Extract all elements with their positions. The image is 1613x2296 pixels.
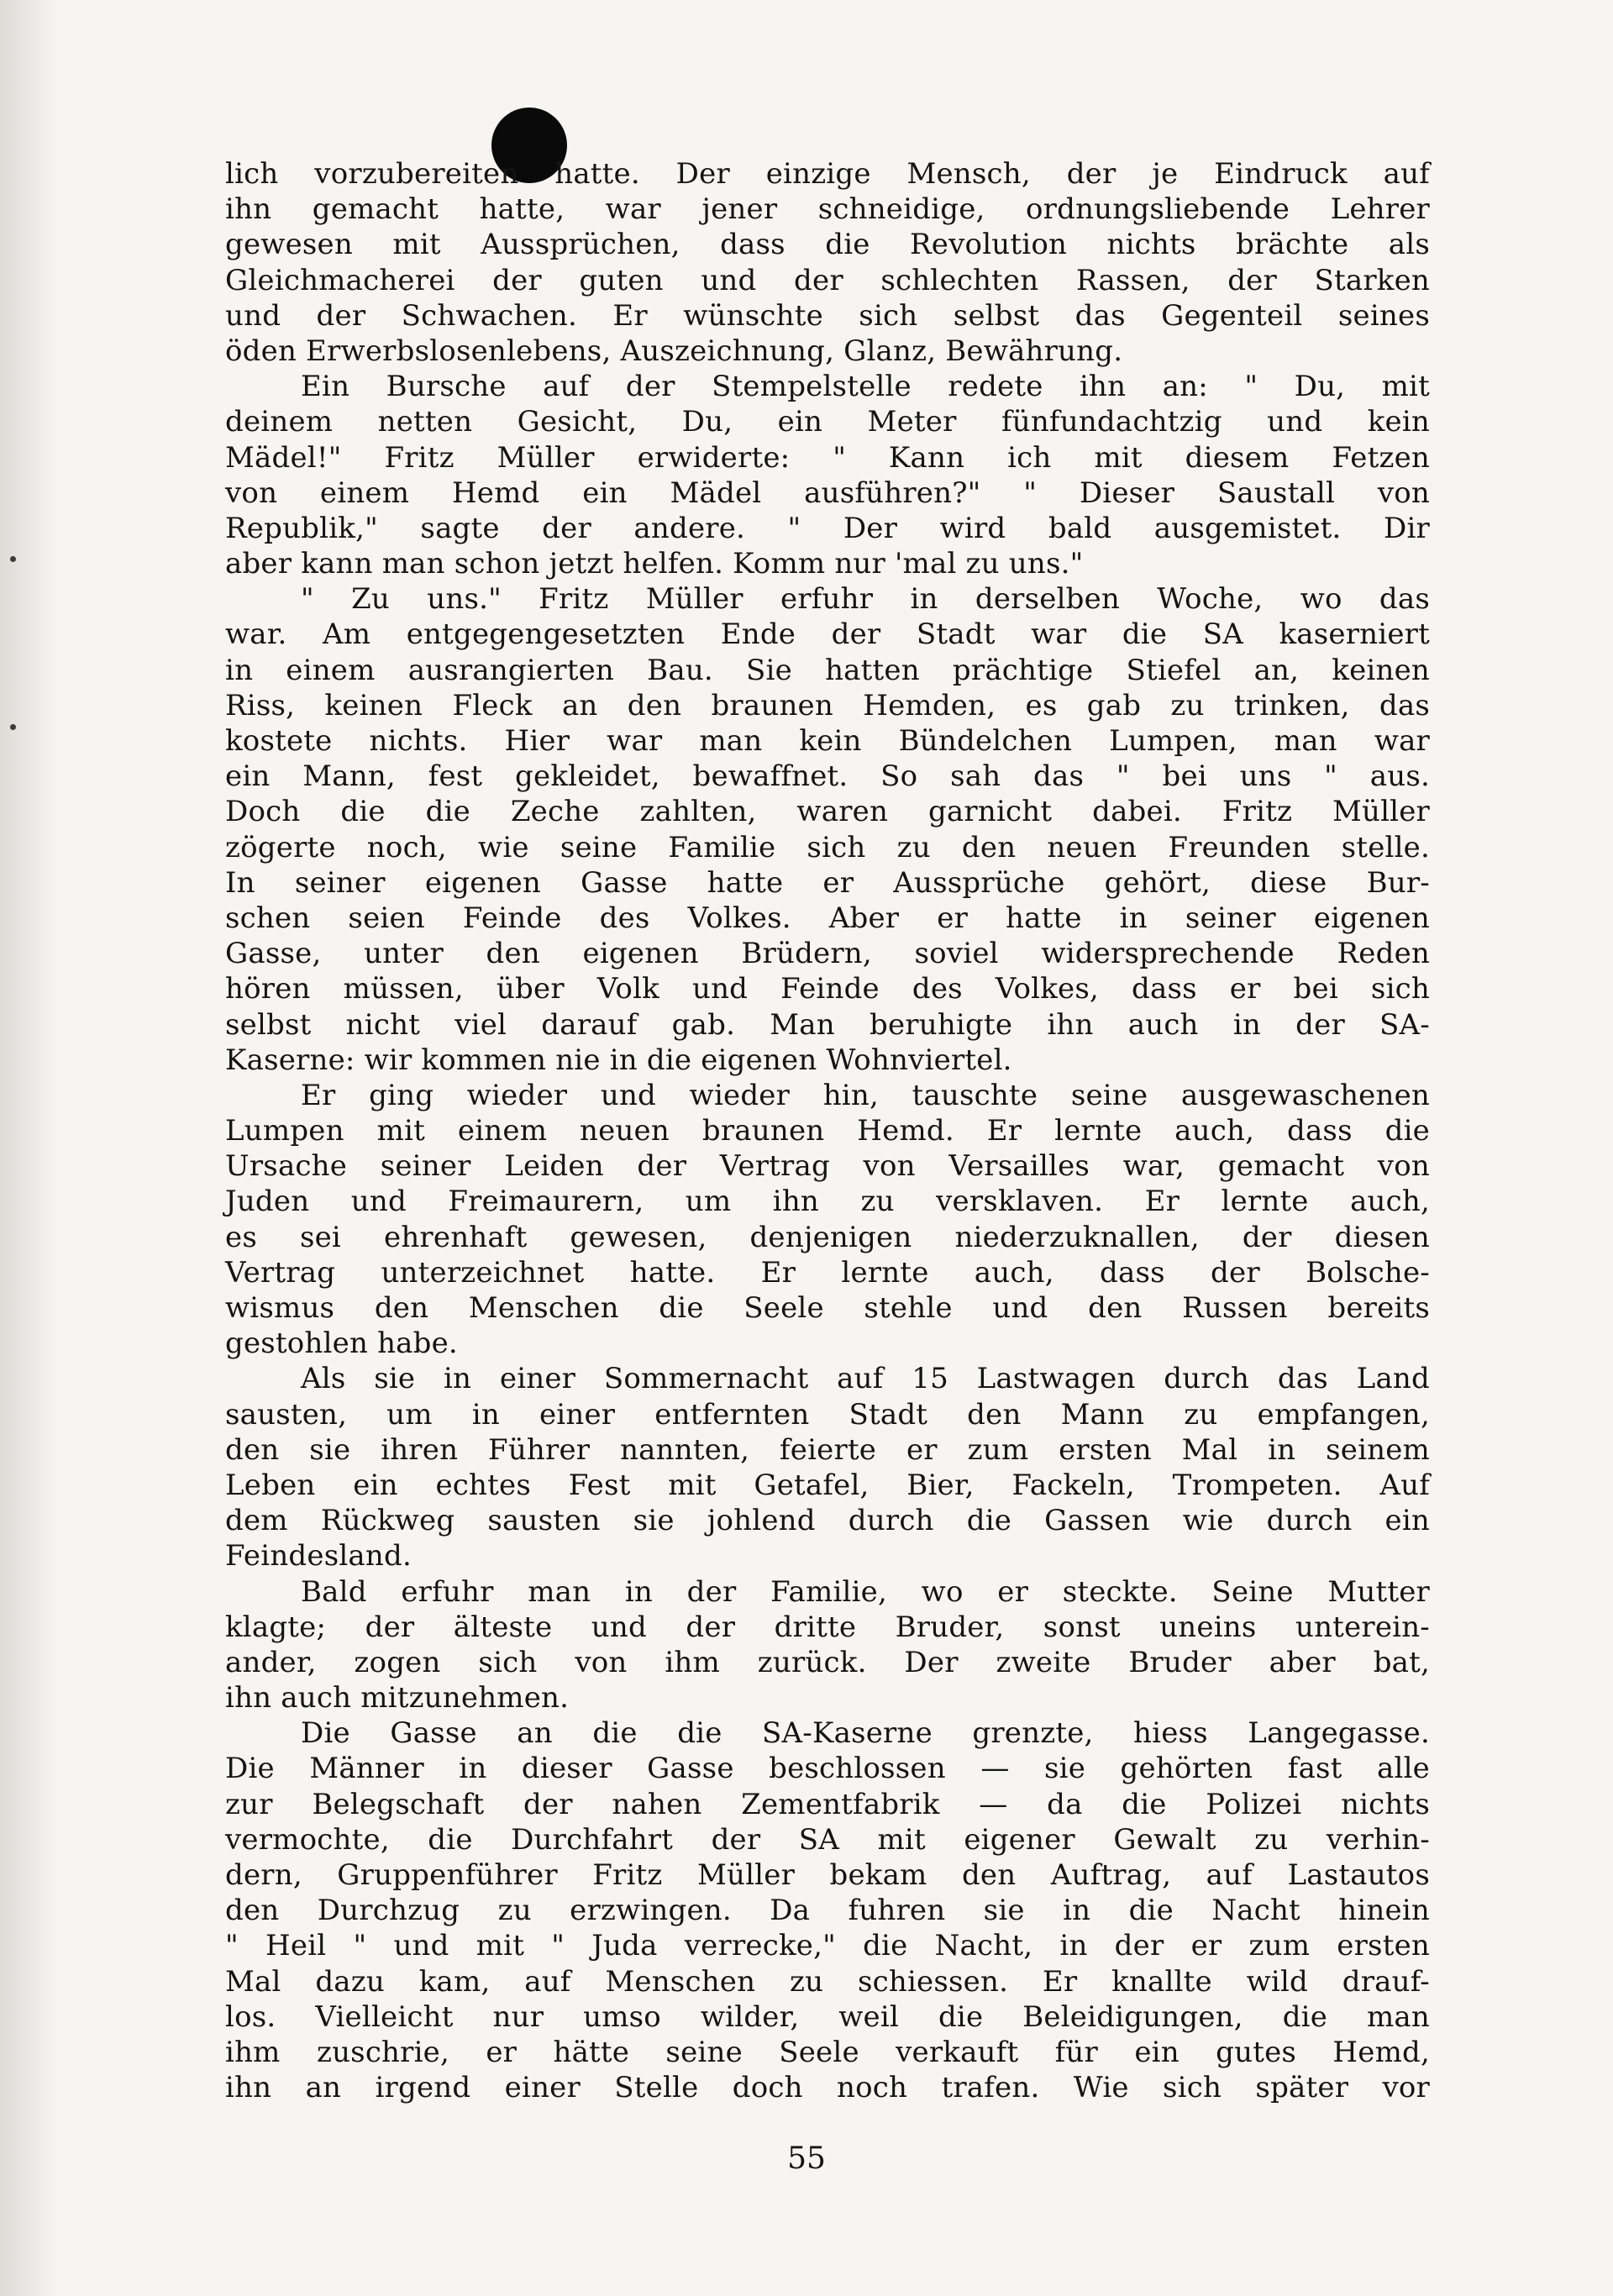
text-line: und der Schwachen. Er wünschte sich selbst das Gegenteil seines xyxy=(225,298,1430,333)
text-line: Lumpen mit einem neuen braunen Hemd. Er lernte auch, dass die xyxy=(225,1114,1430,1148)
margin-dot xyxy=(10,556,16,562)
text-line: selbst nicht viel darauf gab. Man beruhigte ihn auch in der SA- xyxy=(225,1007,1430,1042)
text-line: deinem netten Gesicht, Du, ein Meter fünfundachtzig und kein xyxy=(225,405,1430,439)
text-line: " Zu uns." Fritz Müller erfuhr in derselben Woche, wo das xyxy=(301,582,1430,617)
text-line: Die Gasse an die die SA-Kaserne grenzte, hiess Langegasse. xyxy=(301,1716,1430,1751)
text-line: Republik," sagte der andere. " Der wird bald ausgemistet. Dir xyxy=(225,511,1430,545)
text-line: kostete nichts. Hier war man kein Bündelchen Lumpen, man war xyxy=(225,724,1430,758)
text-line: aber kann man schon jetzt helfen. Komm nur 'mal zu uns." xyxy=(225,547,1084,581)
text-line: war. Am entgegengesetzten Ende der Stadt war die SA kaserniert xyxy=(225,617,1430,652)
text-line: vermochte, die Durchfahrt der SA mit eigener Gewalt zu verhin- xyxy=(225,1822,1430,1857)
text-line: den Durchzug zu erzwingen. Da fuhren sie in die Nacht hinein xyxy=(225,1894,1430,1928)
text-line: zögerte noch, wie seine Familie sich zu den neuen Freunden stelle. xyxy=(225,830,1430,864)
text-line: Kaserne: wir kommen nie in die eigenen Wohnviertel. xyxy=(225,1043,1012,1077)
text-line: Gasse, unter den eigenen Brüdern, soviel widersprechende Reden xyxy=(225,937,1430,971)
body-text xyxy=(225,156,1430,2105)
text-line: ander, zogen sich von ihm zurück. Der zweite Bruder aber bat, xyxy=(225,1645,1430,1679)
text-line: Die Männer in dieser Gasse beschlossen — sie gehörten fast alle xyxy=(225,1752,1430,1786)
text-line: Feindesland. xyxy=(225,1539,412,1574)
text-line: Bald erfuhr man in der Familie, wo er steckte. Seine Mutter xyxy=(301,1574,1430,1609)
text-line: Mädel!" Fritz Müller erwiderte: " Kann ich mit diesem Fetzen xyxy=(225,440,1430,475)
text-line: Leben ein echtes Fest mit Getafel, Bier, Fackeln, Trompeten. Auf xyxy=(225,1468,1430,1502)
text-line: dem Rückweg sausten sie johlend durch die Gassen wie durch ein xyxy=(225,1504,1430,1538)
text-line: hören müssen, über Volk und Feinde des Volkes, dass er bei sich xyxy=(225,972,1430,1006)
text-line: öden Erwerbslosenlebens, Auszeichnung, Glanz, Bewährung. xyxy=(225,334,1123,368)
text-line: Ein Bursche auf der Stempelstelle redete ihn an: " Du, mit xyxy=(301,370,1430,404)
text-line: gestohlen habe. xyxy=(225,1327,458,1361)
text-line: ihm zuschrie, er hätte seine Seele verkauft für ein gutes Hemd, xyxy=(225,2035,1430,2069)
text-line: Er ging wieder und wieder hin, tauschte seine ausgewaschenen xyxy=(301,1078,1430,1112)
text-line: wismus den Menschen die Seele stehle und den Russen bereits xyxy=(225,1291,1430,1325)
page-edge-shadow xyxy=(0,0,59,2296)
text-line: dern, Gruppenführer Fritz Müller bekam den Auftrag, auf Lastautos xyxy=(225,1858,1430,1892)
text-line: Doch die die Zeche zahlten, waren garnicht dabei. Fritz Müller xyxy=(225,795,1430,829)
text-line: Juden und Freimaurern, um ihn zu versklaven. Er lernte auch, xyxy=(225,1185,1430,1219)
page-number: 55 xyxy=(787,2141,826,2176)
text-line: los. Vielleicht nur umso wilder, weil die Beleidigungen, die man xyxy=(225,1999,1430,2034)
text-line: Ursache seiner Leiden der Vertrag von Versailles war, gemacht von xyxy=(225,1149,1430,1184)
text-line: klagte; der älteste und der dritte Bruder, sonst uneins unterein- xyxy=(225,1610,1430,1644)
text-line: Mal dazu kam, auf Menschen zu schiessen. Er knallte wild drauf- xyxy=(225,1964,1430,1999)
text-line: Gleichmacherei der guten und der schlechten Rassen, der Starken xyxy=(225,263,1430,297)
text-line: ihn an irgend einer Stelle doch noch trafen. Wie sich später vor xyxy=(225,2071,1430,2105)
text-line: sausten, um in einer entfernten Stadt den Mann zu empfangen, xyxy=(225,1397,1430,1432)
text-line: ihn gemacht hatte, war jener schneidige, ordnungsliebende Lehrer xyxy=(225,192,1430,227)
text-line: Vertrag unterzeichnet hatte. Er lernte auch, dass der Bolsche- xyxy=(225,1255,1430,1290)
text-line: ein Mann, fest gekleidet, bewaffnet. So sah das " bei uns " aus. xyxy=(225,759,1430,794)
text-line: in einem ausrangierten Bau. Sie hatten prächtige Stiefel an, keinen xyxy=(225,653,1430,687)
text-line: von einem Hemd ein Mädel ausführen?" " Dieser Saustall von xyxy=(225,475,1430,510)
text-line: ihn auch mitzunehmen. xyxy=(225,1681,570,1715)
text-line: es sei ehrenhaft gewesen, denjenigen niederzuknallen, der diesen xyxy=(225,1220,1430,1254)
text-line: lich vorzubereiten hatte. Der einzige Mensch, der je Eindruck auf xyxy=(225,157,1430,191)
text-line: In seiner eigenen Gasse hatte er Aussprüche gehört, diese Bur- xyxy=(225,865,1430,900)
text-line: zur Belegschaft der nahen Zementfabrik — da die Polizei nichts xyxy=(225,1787,1430,1821)
text-line: " Heil " und mit " Juda verrecke," die Nacht, in der er zum ersten xyxy=(225,1929,1430,1963)
margin-dot xyxy=(10,724,16,730)
text-line: schen seien Feinde des Volkes. Aber er hatte in seiner eigenen xyxy=(225,901,1430,935)
text-line: gewesen mit Aussprüchen, dass die Revolution nichts brächte als xyxy=(225,228,1430,262)
text-line: den sie ihren Führer nannten, feierte er zum ersten Mal in seinem xyxy=(225,1432,1430,1467)
text-line: Als sie in einer Sommernacht auf 15 Lastwagen durch das Land xyxy=(301,1362,1430,1396)
text-line: Riss, keinen Fleck an den braunen Hemden, es gab zu trinken, das xyxy=(225,688,1430,722)
